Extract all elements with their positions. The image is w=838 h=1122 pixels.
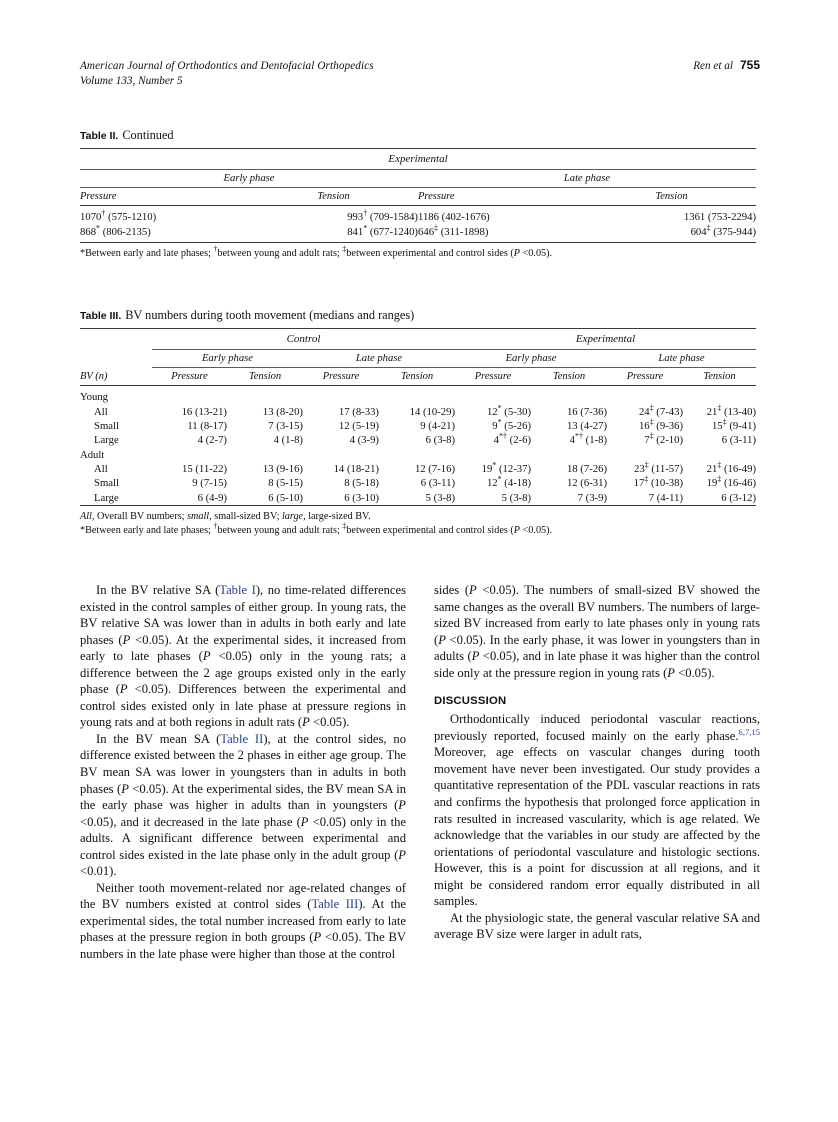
table-3-block xyxy=(80,308,756,537)
table-3-sub-0: Early phase xyxy=(152,350,303,368)
table-row xyxy=(80,210,756,224)
cell-value: 4 xyxy=(197,434,203,447)
cell-value: 12 xyxy=(486,405,498,418)
table-3-subgroup-row xyxy=(80,350,756,368)
cell-value: 6 xyxy=(197,491,203,504)
cell-range: (18-21) xyxy=(344,463,379,476)
table-3-sub-1: Late phase xyxy=(303,350,455,368)
cell-value: 868 xyxy=(80,225,97,238)
cell-range: (3-11) xyxy=(426,477,456,490)
cell-value: 23 xyxy=(634,463,645,476)
cell-value: 1070 xyxy=(80,211,102,224)
table-3-group-experimental: Experimental xyxy=(455,329,756,350)
cell-value: 7 xyxy=(268,419,274,432)
cell-value: 12 xyxy=(414,463,426,476)
cell-range: (10-38) xyxy=(648,477,684,490)
table-3-footnote-abbrev: All, Overall BV numbers; small, small-sized BV; large, large-sized BV. xyxy=(80,511,371,522)
paragraph-bv-numbers xyxy=(80,880,406,963)
cell-value: 604 xyxy=(690,225,707,238)
cell-footnote-mark: * xyxy=(497,474,502,484)
cell-footnote-mark: † xyxy=(101,208,106,218)
table-3-cell-3 xyxy=(379,419,455,433)
cell-range: (8-17) xyxy=(197,419,227,432)
table-2-block xyxy=(80,128,756,260)
cell-range: (16-49) xyxy=(721,463,757,476)
cell-footnote-mark: ‡ xyxy=(649,417,654,427)
cell-range: (6-31) xyxy=(577,477,608,490)
cell-value: 12 xyxy=(486,477,498,490)
table-row xyxy=(80,462,756,476)
table-3-caption-text: BV numbers during tooth movement (medians and ranges) xyxy=(125,308,415,322)
cell-value: 5 xyxy=(501,491,507,504)
cell-footnote-mark: ‡ xyxy=(644,460,649,470)
cell-value: 7 xyxy=(644,434,650,447)
cell-footnote-mark: * xyxy=(363,223,368,232)
cell-footnote-mark: *† xyxy=(574,431,583,441)
cell-footnote-mark: *† xyxy=(498,431,507,441)
table-3-row-label: Small xyxy=(94,419,119,432)
cell-range: (806-2135) xyxy=(100,225,151,238)
cell-footnote-mark: * xyxy=(497,417,502,427)
cell-range: (16-46) xyxy=(721,477,757,490)
table-3-cell-3 xyxy=(379,433,455,447)
cell-range: (7-43) xyxy=(653,405,684,418)
cell-value: 5 xyxy=(425,491,431,504)
cell-range: (4-21) xyxy=(425,419,456,432)
cell-value: 8 xyxy=(268,477,274,490)
article-authors: Ren et al xyxy=(693,60,733,72)
p3-text-a: Neither tooth movement-related nor age-related changes of the BV numbers existed at control sides ( xyxy=(80,880,406,912)
cell-value: 6 xyxy=(268,491,274,504)
table-2-r0-c3 xyxy=(587,210,756,224)
cell-range: (3-15) xyxy=(273,419,303,432)
table-3-caption xyxy=(80,308,756,323)
cell-footnote-mark: * xyxy=(96,223,101,232)
table-3-cell-6 xyxy=(607,404,683,418)
cell-value: 1186 xyxy=(418,211,439,224)
disc-text-b: Moreover, age effects on vascular changes during tooth movement have never been investigated. Our study provides a quantitative representation of the PDL vascular reactions in rats and confirms the hypothesis that prolonged force application in rats resulted in increased vascularity, which is age related. We acknowledge that the variables in our study are affected by the orientations of periodontal vasculature and histologic sections. However, this is a point for discussion at all regions, and it might be considered random error equally distributed in all samples. xyxy=(434,745,760,909)
table-3-cell-5 xyxy=(531,419,607,433)
table-2-caption xyxy=(80,128,756,143)
cell-value: 18 xyxy=(566,463,578,476)
table-2-r0-c0 xyxy=(80,210,249,224)
table-3-column-header-row xyxy=(80,368,756,386)
article-body xyxy=(80,582,760,963)
cell-value: 12 xyxy=(338,419,350,432)
table-2-group-row xyxy=(80,149,756,170)
cell-range: (5-26) xyxy=(501,419,532,432)
cell-value: 17 xyxy=(633,477,645,490)
table-3-cell-5 xyxy=(531,433,607,447)
table-row xyxy=(80,224,756,242)
cell-footnote-mark: ‡ xyxy=(649,403,654,412)
table-3-cell-5 xyxy=(531,491,607,506)
table-3-sub-3: Late phase xyxy=(607,350,756,368)
cell-range: (5-30) xyxy=(501,405,532,418)
cell-range: (2-6) xyxy=(506,434,532,447)
table-3-footnote-symbols: *Between early and late phases; †between young and adult rats; ‡between experimental and control sides (P <0.05). xyxy=(80,521,553,536)
table-2-r0-c1 xyxy=(249,210,418,224)
table-3-col-1: Tension xyxy=(248,371,282,382)
cell-range: (4-11) xyxy=(654,491,684,504)
cell-range: (677-1240) xyxy=(367,225,418,238)
volume-issue: Volume 133, Number 5 xyxy=(80,75,183,87)
table-3-cell-1 xyxy=(227,462,303,476)
table-3-cell-3 xyxy=(379,462,455,476)
paragraph-results-continued: sides (P <0.05). The numbers of small-sized BV showed the same changes as the overall BV numbers. The numbers of large-sized BV increased from early to late phases only in young rats (P <0.05). In the early phase, it was lower in youngsters than in adults (P <0.05), and in late phase it was higher than the control side only at the pressure region in young rats (P <0.05). xyxy=(434,583,761,680)
journal-title: American Journal of Orthodontics and Dentofacial Orthopedics xyxy=(80,60,374,72)
table-row xyxy=(80,433,756,447)
table-2-r1-c2 xyxy=(418,224,587,242)
cell-value: 6 xyxy=(425,434,431,447)
cell-footnote-mark: ‡ xyxy=(649,431,654,441)
table-2-caption-label: Table II. xyxy=(80,130,119,142)
cell-value: 16 xyxy=(638,419,650,432)
table-3-cell-6 xyxy=(607,433,683,447)
p1-text-a: In the BV relative SA ( xyxy=(96,583,220,597)
cell-range: (4-27) xyxy=(577,419,608,432)
table-3-cell-5 xyxy=(531,404,607,418)
cell-footnote-mark: ‡ xyxy=(706,223,711,232)
table-3-col-4: Pressure xyxy=(474,371,512,382)
cell-range: (10-29) xyxy=(420,405,456,418)
table-3-col-6: Pressure xyxy=(626,371,664,382)
table-3-cell-0 xyxy=(152,476,227,490)
cell-range: (311-1898) xyxy=(438,225,489,238)
table-row xyxy=(80,491,756,506)
cell-range: (9-41) xyxy=(726,419,757,432)
cell-footnote-mark: ‡ xyxy=(717,403,722,412)
cell-value: 16 xyxy=(181,405,193,418)
paragraph-discussion-1 xyxy=(434,711,760,910)
cell-value: 6 xyxy=(721,434,728,447)
table-2-column-header-row xyxy=(80,188,756,206)
cell-value: 9 xyxy=(492,419,498,432)
cell-value: 993 xyxy=(347,211,364,224)
cell-value: 17 xyxy=(338,405,350,418)
paragraph-bv-relative-sa xyxy=(80,582,406,731)
cell-value: 16 xyxy=(566,405,578,418)
table-2-col-1: Tension xyxy=(317,191,350,202)
cell-footnote-mark: ‡ xyxy=(644,474,649,484)
cell-range: (1-8) xyxy=(278,434,303,447)
table-3-cell-6 xyxy=(607,419,683,433)
cell-value: 9 xyxy=(192,477,198,490)
cell-value: 13 xyxy=(566,419,578,432)
cell-value: 6 xyxy=(344,491,350,504)
cell-range: (3-12) xyxy=(726,491,757,504)
table-2-footnotes xyxy=(80,244,756,261)
p2-text-a: In the BV mean SA ( xyxy=(96,731,221,746)
p1-text-b: ), no time-related differences existed in the control samples of either group. In young rats, the BV relative SA was lower than in adults in both early and late phases (P <0.05). At the experimental sides, it increased from early to late phases (P <0.05) only in the young rats; a difference between the 2 age groups existed only in the early phase (P <0.05). Differences between the experimental and control sides existed only in late phase at pressure regions in young rats and at both regions in adult rats (P <0.05). xyxy=(80,583,406,730)
table-3-group-row xyxy=(80,329,756,350)
table-3-cell-4 xyxy=(455,491,531,506)
cell-value: 15 xyxy=(181,463,193,476)
table-row xyxy=(80,404,756,418)
cell-range: (3-8) xyxy=(506,491,532,504)
cell-footnote-mark: * xyxy=(497,403,502,412)
table-2-col-3: Tension xyxy=(655,191,688,202)
cell-value: 6 xyxy=(721,491,727,504)
table-3-row-label: Small xyxy=(94,477,119,490)
cell-value: 21 xyxy=(706,405,718,418)
table-3-col-5: Tension xyxy=(552,371,586,382)
cell-range: (7-26) xyxy=(577,463,608,476)
table-3-row-label: Large xyxy=(94,434,119,447)
table-3-cell-4 xyxy=(455,476,531,490)
cell-range: (1-8) xyxy=(582,434,608,447)
table-3-cell-5 xyxy=(531,462,607,476)
running-head xyxy=(80,58,760,87)
table-3-cell-1 xyxy=(227,419,303,433)
cell-range: (9-16) xyxy=(273,463,303,476)
cell-range: (11-22) xyxy=(192,463,227,476)
cell-range: (7-15) xyxy=(197,477,227,490)
cell-range: (11-57) xyxy=(648,463,684,476)
cell-value: 24 xyxy=(638,405,650,418)
table-2-r1-c0 xyxy=(80,224,249,242)
table-2-col-0: Pressure xyxy=(80,191,117,202)
cell-range: (8-33) xyxy=(349,405,379,418)
table-3-cell-2 xyxy=(303,491,379,506)
table-3-cell-0 xyxy=(152,419,227,433)
cell-range: (375-944) xyxy=(710,225,757,238)
cell-range: (3-8) xyxy=(430,434,456,447)
table-2-subgroup-early: Early phase xyxy=(80,170,418,188)
cell-value: 9 xyxy=(420,419,426,432)
table-3-group-control: Control xyxy=(152,329,455,350)
cell-range: (12-37) xyxy=(496,463,532,476)
table-3-cell-1 xyxy=(227,476,303,490)
cell-range: (3-10) xyxy=(349,491,379,504)
cell-value: 13 xyxy=(262,463,274,476)
cell-range: (575-1210) xyxy=(105,211,157,224)
body-column-right xyxy=(434,582,760,963)
cell-range: (8-20) xyxy=(273,405,303,418)
cell-range: (13-40) xyxy=(721,405,757,418)
table-3-cell-3 xyxy=(379,404,455,418)
cell-value: 646 xyxy=(418,225,435,238)
table-3-cell-4 xyxy=(455,462,531,476)
cell-value: 12 xyxy=(566,477,578,490)
cell-value: 19 xyxy=(706,477,718,490)
table-2 xyxy=(80,148,756,243)
table-3-cell-7 xyxy=(683,433,756,447)
cell-footnote-mark: ‡ xyxy=(434,223,439,232)
table-3-footnotes xyxy=(80,510,756,537)
table-3-cell-1 xyxy=(227,433,303,447)
table-3-cell-7 xyxy=(683,419,756,433)
table-3-cell-3 xyxy=(379,491,455,506)
cell-range: (3-8) xyxy=(430,491,456,504)
table-3-section-adult: Adult xyxy=(80,448,105,461)
table-3-col-3: Tension xyxy=(400,371,434,382)
cell-footnote-mark: * xyxy=(492,460,497,470)
table-3-cell-2 xyxy=(303,404,379,418)
table-2-subgroup-row xyxy=(80,170,756,188)
cell-value: 14 xyxy=(409,405,421,418)
cell-range: (2-10) xyxy=(653,434,684,447)
cell-range: (3-11) xyxy=(727,434,757,447)
table-2-col-2: Pressure xyxy=(418,191,455,202)
cell-value: 841 xyxy=(347,225,364,238)
cell-range: (4-9) xyxy=(202,491,227,504)
cell-range: (3-9) xyxy=(582,491,608,504)
paragraph-bv-mean-sa xyxy=(80,731,406,880)
table-3-cell-1 xyxy=(227,491,303,506)
cell-range: (7-16) xyxy=(425,463,456,476)
cell-footnote-mark: ‡ xyxy=(717,460,722,470)
cell-value: 1361 xyxy=(683,211,706,224)
cell-value: 6 xyxy=(420,477,427,490)
cell-range: (5-18) xyxy=(349,477,379,490)
table-3-cell-1 xyxy=(227,404,303,418)
table-3-caption-label: Table III. xyxy=(80,310,122,322)
table-3-sub-2: Early phase xyxy=(455,350,607,368)
page-number: 755 xyxy=(739,58,760,72)
table-3-cell-2 xyxy=(303,419,379,433)
table-3-cell-0 xyxy=(152,433,227,447)
cell-range: (402-1676) xyxy=(438,211,490,224)
table-3-cell-6 xyxy=(607,476,683,490)
disc-text-a: Orthodontically induced periodontal vascular reactions, previously reported, focused mainly on the early phase. xyxy=(434,712,760,743)
cell-value: 21 xyxy=(706,463,718,476)
cell-value: 14 xyxy=(333,463,345,476)
table-3-cell-6 xyxy=(607,491,683,506)
table-3-cell-7 xyxy=(683,491,756,506)
table-3-col-2: Pressure xyxy=(322,371,360,382)
table-3-cell-7 xyxy=(683,476,756,490)
cell-range: (9-36) xyxy=(653,419,684,432)
table-3-col-7: Tension xyxy=(703,371,736,382)
table-3-body xyxy=(80,390,756,506)
cell-range: (3-9) xyxy=(354,434,379,447)
table-2-r1-c1 xyxy=(249,224,418,242)
cell-value: 7 xyxy=(648,491,655,504)
cell-value: 15 xyxy=(711,419,723,432)
table-3-section-young: Young xyxy=(80,391,109,404)
cell-footnote-mark: ‡ xyxy=(722,417,727,427)
table-3-cell-2 xyxy=(303,462,379,476)
p2-text-b: ), at the control sides, no difference existed between the 2 phases in either age group. The BV mean SA was lower in youngsters than in adults in both phases (P <0.05). At the experimental sides, the BV mean SA in the early phase was higher in adults than in youngsters (P <0.05), and it decreased in the late phase (P <0.05) only in the adults. A significant difference between experimental and control sides existed in the late phase only in the adult group (P <0.01). xyxy=(80,731,407,879)
xref-table-3[interactable]: Table III xyxy=(311,897,359,912)
cell-value: 4 xyxy=(273,434,279,447)
table-2-footnote-symbols: *Between early and late phases; †between young and adult rats; ‡between experimental and control sides (P <0.05). xyxy=(80,244,553,259)
cell-range: (709-1584) xyxy=(367,211,418,224)
table-2-r0-c2 xyxy=(418,210,587,224)
cell-value: 11 xyxy=(187,419,198,432)
cell-range: (5-19) xyxy=(349,419,379,432)
table-3-cell-0 xyxy=(152,404,227,418)
cell-value: 4 xyxy=(569,434,575,447)
table-3-cell-0 xyxy=(152,491,227,506)
cell-footnote-mark: † xyxy=(363,208,368,218)
table-3-cell-5 xyxy=(531,476,607,490)
table-2-group-header: Experimental xyxy=(80,149,756,170)
cell-value: 4 xyxy=(493,434,499,447)
table-3-cell-7 xyxy=(683,404,756,418)
body-column-left xyxy=(80,582,406,963)
table-2-caption-text: Continued xyxy=(122,128,174,142)
xref-table-2[interactable]: Table II xyxy=(220,731,264,746)
cell-range: (5-15) xyxy=(273,477,303,490)
table-3-cell-2 xyxy=(303,433,379,447)
p3-text-b: ). At the experimental sides, the total number increased from early to late phases at the pressure region in both groups (P <0.05). The BV numbers in the late phase were higher than those at the control xyxy=(80,897,406,962)
cell-range: (2-7) xyxy=(202,434,227,447)
cell-value: 7 xyxy=(577,491,583,504)
reference-superscript[interactable]: 6,7,15 xyxy=(738,726,760,737)
table-3-cell-2 xyxy=(303,476,379,490)
table-3-row-label: All xyxy=(94,405,108,418)
table-3-row-label: All xyxy=(94,463,108,476)
table-3-cell-4 xyxy=(455,433,531,447)
table-3-cell-3 xyxy=(379,476,455,490)
paragraph-discussion-2: At the physiologic state, the general vascular relative SA and average BV size were larger in adult rats, xyxy=(434,910,760,942)
section-heading-discussion: DISCUSSION xyxy=(434,695,507,708)
table-row xyxy=(80,419,756,433)
cell-value: 13 xyxy=(262,405,274,418)
table-3-row-label: Large xyxy=(94,491,119,504)
running-head-right xyxy=(693,58,760,74)
cell-range: (4-18) xyxy=(501,477,532,490)
cell-value: 8 xyxy=(344,477,350,490)
xref-table-1[interactable]: Table I xyxy=(219,583,256,597)
cell-footnote-mark: ‡ xyxy=(717,474,722,484)
cell-range: (13-21) xyxy=(192,405,227,418)
cell-range: (7-36) xyxy=(577,405,608,418)
table-row xyxy=(80,476,756,490)
table-section-header-row xyxy=(80,448,756,462)
table-3-col-0: Pressure xyxy=(171,371,208,382)
table-2-r1-c3 xyxy=(587,224,756,242)
table-section-header-row xyxy=(80,390,756,404)
cell-value: 19 xyxy=(481,463,493,476)
table-3-cell-0 xyxy=(152,462,227,476)
table-3-stub-header: BV (n) xyxy=(80,371,108,382)
table-2-subgroup-late: Late phase xyxy=(418,170,756,188)
table-3-cell-4 xyxy=(455,419,531,433)
cell-range: (5-10) xyxy=(273,491,303,504)
table-3 xyxy=(80,328,756,506)
cell-value: 4 xyxy=(349,434,355,447)
table-3-cell-4 xyxy=(455,404,531,418)
cell-range: (753-2294) xyxy=(705,211,757,224)
